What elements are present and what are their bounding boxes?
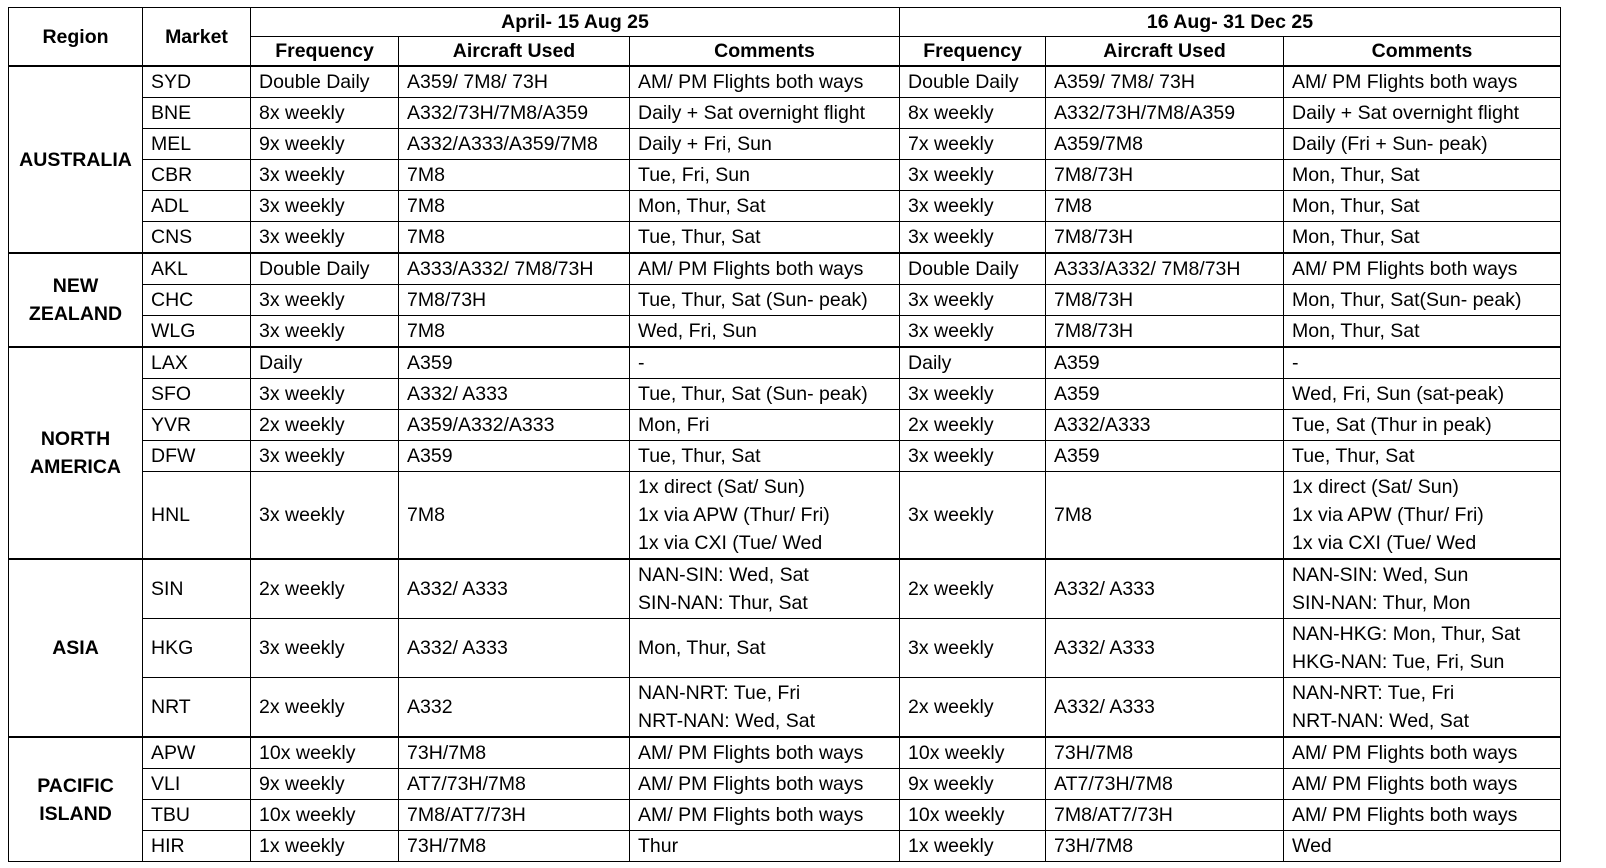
- aircraft-2-cell: 7M8/73H: [1046, 285, 1284, 316]
- frequency-2-cell: 3x weekly: [900, 619, 1046, 678]
- market-cell: WLG: [143, 316, 251, 348]
- region-label: AUSTRALIA: [19, 148, 132, 171]
- frequency-2-cell: Double Daily: [900, 253, 1046, 285]
- aircraft-1-cell: A359: [399, 347, 630, 379]
- table-row: [9, 347, 1561, 379]
- region-label: ZEALAND: [28, 303, 123, 325]
- market-cell: ADL: [143, 191, 251, 222]
- comments-2-cell: [1284, 410, 1561, 441]
- comment-line: Mon, Fri: [638, 414, 710, 436]
- comments-2-cell: [1284, 160, 1561, 191]
- aircraft-2-cell: A332/ A333: [1046, 678, 1284, 738]
- aircraft-1-cell: A332/ A333: [399, 619, 630, 678]
- frequency-2-cell: 3x weekly: [900, 379, 1046, 410]
- market-cell: MEL: [143, 129, 251, 160]
- comment-line: AM/ PM Flights both ways: [1292, 71, 1518, 93]
- market-cell: LAX: [143, 347, 251, 379]
- table-row: [9, 129, 1561, 160]
- aircraft-2-cell: 7M8/AT7/73H: [1046, 800, 1284, 831]
- market-header: Market: [143, 8, 251, 67]
- frequency-2-cell: 8x weekly: [900, 98, 1046, 129]
- comments-2-cell: [1284, 379, 1561, 410]
- aircraft-2-cell: A359: [1046, 379, 1284, 410]
- comments-2-cell: [1284, 347, 1561, 379]
- frequency-1-cell: 10x weekly: [251, 800, 399, 831]
- table-row: [9, 160, 1561, 191]
- aircraft-2-cell: A332/ A333: [1046, 559, 1284, 619]
- aircraft-2-cell: 7M8/73H: [1046, 160, 1284, 191]
- comments-2-cell: [1284, 800, 1561, 831]
- aircraft-1-cell: A332/73H/7M8/A359: [399, 98, 630, 129]
- table-row: [9, 800, 1561, 831]
- market-cell: AKL: [143, 253, 251, 285]
- market-cell: VLI: [143, 769, 251, 800]
- market-cell: BNE: [143, 98, 251, 129]
- comments-1-cell: [630, 619, 900, 678]
- comments-2-cell: [1284, 472, 1561, 560]
- aircraft-1-cell: 7M8: [399, 222, 630, 254]
- aircraft-2-cell: A359/ 7M8/ 73H: [1046, 66, 1284, 98]
- aircraft-1-cell: A359/A332/A333: [399, 410, 630, 441]
- aircraft-2-cell: 7M8: [1046, 191, 1284, 222]
- frequency-1-cell: 3x weekly: [251, 222, 399, 254]
- frequency-2-cell: 3x weekly: [900, 222, 1046, 254]
- frequency-2-cell: 3x weekly: [900, 285, 1046, 316]
- table-row: [9, 66, 1561, 98]
- table-row: [9, 316, 1561, 348]
- comment-line: NAN-SIN: Wed, Sat: [638, 564, 809, 586]
- table-row: [9, 441, 1561, 472]
- comments-1-cell: [630, 160, 900, 191]
- region-cell: [9, 66, 143, 253]
- aircraft-1-cell: A359: [399, 441, 630, 472]
- comment-line: NRT-NAN: Wed, Sat: [1292, 710, 1470, 732]
- frequency-1-cell: 9x weekly: [251, 129, 399, 160]
- frequency-2-cell: Double Daily: [900, 66, 1046, 98]
- comment-line: SIN-NAN: Thur, Mon: [1292, 592, 1471, 614]
- aircraft-2-cell: A333/A332/ 7M8/73H: [1046, 253, 1284, 285]
- comment-line: Mon, Thur, Sat: [1292, 164, 1420, 186]
- aircraft-2-cell: 7M8/73H: [1046, 316, 1284, 348]
- aircraft-1-cell: 73H/7M8: [399, 831, 630, 862]
- comments-2-cell: [1284, 831, 1561, 862]
- comment-line: 1x via APW (Thur/ Fri): [638, 504, 830, 526]
- table-row: [9, 559, 1561, 619]
- market-cell: NRT: [143, 678, 251, 738]
- frequency-2-cell: 10x weekly: [900, 737, 1046, 769]
- table-row: [9, 191, 1561, 222]
- market-cell: DFW: [143, 441, 251, 472]
- table-row: [9, 222, 1561, 254]
- comment-line: SIN-NAN: Thur, Sat: [638, 592, 808, 614]
- aircraft-header-2: Aircraft Used: [1046, 37, 1284, 67]
- comment-line: Daily + Sat overnight flight: [1292, 102, 1520, 124]
- market-cell: YVR: [143, 410, 251, 441]
- aircraft-1-cell: A332: [399, 678, 630, 738]
- comment-line: 1x direct (Sat/ Sun): [1292, 476, 1459, 498]
- comments-1-cell: [630, 98, 900, 129]
- frequency-2-cell: 1x weekly: [900, 831, 1046, 862]
- aircraft-1-cell: A359/ 7M8/ 73H: [399, 66, 630, 98]
- region-label: NEW: [52, 275, 99, 297]
- period-2-header: 16 Aug- 31 Dec 25: [900, 8, 1561, 37]
- frequency-1-cell: 3x weekly: [251, 160, 399, 191]
- comments-1-cell: [630, 347, 900, 379]
- comments-header-2: Comments: [1284, 37, 1561, 67]
- table-row: [9, 98, 1561, 129]
- comments-2-cell: [1284, 619, 1561, 678]
- comment-line: Daily (Fri + Sun- peak): [1292, 133, 1488, 155]
- table-row: [9, 831, 1561, 862]
- comments-2-cell: [1284, 769, 1561, 800]
- frequency-header-2: Frequency: [900, 37, 1046, 67]
- aircraft-1-cell: A332/A333/A359/7M8: [399, 129, 630, 160]
- comment-line: AM/ PM Flights both ways: [1292, 742, 1518, 764]
- comments-1-cell: [630, 559, 900, 619]
- aircraft-2-cell: 7M8: [1046, 472, 1284, 560]
- region-cell: [9, 347, 143, 559]
- aircraft-1-cell: 7M8: [399, 316, 630, 348]
- comments-2-cell: [1284, 441, 1561, 472]
- schedule-table: [8, 7, 1561, 862]
- frequency-1-cell: 9x weekly: [251, 769, 399, 800]
- comment-line: 1x via CXI (Tue/ Wed: [1292, 532, 1477, 554]
- comments-2-cell: [1284, 66, 1561, 98]
- comment-line: Tue, Fri, Sun: [638, 164, 750, 186]
- comment-line: Mon, Thur, Sat: [638, 195, 766, 217]
- comment-line: AM/ PM Flights both ways: [638, 773, 864, 795]
- region-header: Region: [9, 8, 143, 67]
- region-cell: [9, 253, 143, 347]
- frequency-1-cell: Daily: [251, 347, 399, 379]
- comments-2-cell: [1284, 559, 1561, 619]
- frequency-2-cell: 7x weekly: [900, 129, 1046, 160]
- table-row: [9, 379, 1561, 410]
- region-label: NORTH: [40, 428, 111, 450]
- comment-line: Tue, Thur, Sat: [638, 226, 761, 248]
- frequency-1-cell: Double Daily: [251, 253, 399, 285]
- comment-line: Tue, Thur, Sat (Sun- peak): [638, 383, 868, 405]
- table-row: [9, 769, 1561, 800]
- table-body: [9, 66, 1561, 862]
- frequency-2-cell: 2x weekly: [900, 559, 1046, 619]
- market-cell: SYD: [143, 66, 251, 98]
- comments-1-cell: [630, 441, 900, 472]
- comment-line: AM/ PM Flights both ways: [638, 71, 864, 93]
- region-label: PACIFIC: [37, 774, 114, 797]
- frequency-1-cell: 3x weekly: [251, 619, 399, 678]
- comment-line: 1x direct (Sat/ Sun): [638, 476, 805, 498]
- frequency-1-cell: 3x weekly: [251, 441, 399, 472]
- comments-2-cell: [1284, 98, 1561, 129]
- frequency-1-cell: 3x weekly: [251, 316, 399, 348]
- comments-1-cell: [630, 285, 900, 316]
- frequency-1-cell: 1x weekly: [251, 831, 399, 862]
- comment-line: Daily + Sat overnight flight: [638, 102, 866, 124]
- frequency-1-cell: 10x weekly: [251, 737, 399, 769]
- aircraft-1-cell: A333/A332/ 7M8/73H: [399, 253, 630, 285]
- comment-line: Tue, Sat (Thur in peak): [1292, 414, 1492, 436]
- table-row: [9, 285, 1561, 316]
- comment-line: 1x via CXI (Tue/ Wed: [638, 532, 823, 554]
- table-header: [9, 8, 1561, 67]
- comments-2-cell: [1284, 222, 1561, 254]
- comments-1-cell: [630, 253, 900, 285]
- frequency-1-cell: 3x weekly: [251, 379, 399, 410]
- comment-line: AM/ PM Flights both ways: [1292, 804, 1518, 826]
- frequency-2-cell: Daily: [900, 347, 1046, 379]
- market-cell: APW: [143, 737, 251, 769]
- comment-line: Daily + Fri, Sun: [638, 133, 772, 155]
- aircraft-2-cell: A332/73H/7M8/A359: [1046, 98, 1284, 129]
- comments-1-cell: [630, 800, 900, 831]
- region-label: AMERICA: [30, 456, 121, 478]
- aircraft-2-cell: A332/ A333: [1046, 619, 1284, 678]
- comments-2-cell: [1284, 316, 1561, 348]
- aircraft-1-cell: 7M8: [399, 160, 630, 191]
- aircraft-1-cell: AT7/73H/7M8: [399, 769, 630, 800]
- region-label: ASIA: [52, 637, 99, 659]
- comments-1-cell: [630, 191, 900, 222]
- table-row: [9, 253, 1561, 285]
- aircraft-2-cell: A332/A333: [1046, 410, 1284, 441]
- frequency-2-cell: 10x weekly: [900, 800, 1046, 831]
- comments-2-cell: [1284, 737, 1561, 769]
- frequency-2-cell: 3x weekly: [900, 316, 1046, 348]
- comment-line: Tue, Thur, Sat: [638, 445, 761, 467]
- aircraft-1-cell: A332/ A333: [399, 559, 630, 619]
- frequency-1-cell: 3x weekly: [251, 191, 399, 222]
- comments-1-cell: [630, 678, 900, 738]
- table-row: [9, 619, 1561, 678]
- market-cell: SIN: [143, 559, 251, 619]
- comments-1-cell: [630, 316, 900, 348]
- frequency-2-cell: 3x weekly: [900, 191, 1046, 222]
- aircraft-2-cell: AT7/73H/7M8: [1046, 769, 1284, 800]
- market-cell: HIR: [143, 831, 251, 862]
- period-1-header: April- 15 Aug 25: [251, 8, 900, 37]
- market-cell: CBR: [143, 160, 251, 191]
- comments-1-cell: [630, 769, 900, 800]
- comments-1-cell: [630, 66, 900, 98]
- comments-2-cell: [1284, 253, 1561, 285]
- frequency-1-cell: 2x weekly: [251, 559, 399, 619]
- aircraft-1-cell: 7M8: [399, 191, 630, 222]
- region-cell: [9, 737, 143, 862]
- comment-line: Wed: [1292, 835, 1332, 857]
- aircraft-2-cell: 73H/7M8: [1046, 737, 1284, 769]
- comment-line: NRT-NAN: Wed, Sat: [638, 710, 815, 732]
- comments-1-cell: [630, 831, 900, 862]
- frequency-1-cell: 2x weekly: [251, 410, 399, 441]
- comments-2-cell: [1284, 129, 1561, 160]
- comment-line: AM/ PM Flights both ways: [638, 742, 864, 764]
- comment-line: Mon, Thur, Sat(Sun- peak): [1292, 289, 1522, 311]
- comment-line: Mon, Thur, Sat: [1292, 320, 1420, 342]
- comments-1-cell: [630, 222, 900, 254]
- comments-1-cell: [630, 472, 900, 560]
- aircraft-1-cell: 7M8/73H: [399, 285, 630, 316]
- frequency-1-cell: 8x weekly: [251, 98, 399, 129]
- frequency-2-cell: 2x weekly: [900, 678, 1046, 738]
- table-row: [9, 410, 1561, 441]
- comments-2-cell: [1284, 191, 1561, 222]
- comment-line: Mon, Thur, Sat: [1292, 226, 1420, 248]
- frequency-2-cell: 3x weekly: [900, 472, 1046, 560]
- comment-line: 1x via APW (Thur/ Fri): [1292, 504, 1484, 526]
- comment-line: Thur: [638, 835, 679, 857]
- aircraft-1-cell: 7M8/AT7/73H: [399, 800, 630, 831]
- market-cell: HNL: [143, 472, 251, 560]
- aircraft-1-cell: A332/ A333: [399, 379, 630, 410]
- table-row: [9, 678, 1561, 738]
- aircraft-2-cell: A359: [1046, 441, 1284, 472]
- frequency-1-cell: Double Daily: [251, 66, 399, 98]
- comment-line: NAN-HKG: Mon, Thur, Sat: [1292, 623, 1521, 645]
- comments-1-cell: [630, 737, 900, 769]
- region-cell: [9, 559, 143, 737]
- comment-line: -: [1292, 352, 1299, 374]
- comment-line: NAN-NRT: Tue, Fri: [1292, 682, 1455, 704]
- frequency-1-cell: 3x weekly: [251, 285, 399, 316]
- aircraft-2-cell: 73H/7M8: [1046, 831, 1284, 862]
- market-cell: TBU: [143, 800, 251, 831]
- market-cell: SFO: [143, 379, 251, 410]
- aircraft-1-cell: 73H/7M8: [399, 737, 630, 769]
- table-row: [9, 737, 1561, 769]
- comment-line: Tue, Thur, Sat: [1292, 445, 1415, 467]
- comment-line: -: [638, 352, 645, 374]
- frequency-2-cell: 9x weekly: [900, 769, 1046, 800]
- frequency-2-cell: 3x weekly: [900, 441, 1046, 472]
- table-row: [9, 472, 1561, 560]
- frequency-1-cell: 3x weekly: [251, 472, 399, 560]
- market-cell: CHC: [143, 285, 251, 316]
- frequency-1-cell: 2x weekly: [251, 678, 399, 738]
- aircraft-header-1: Aircraft Used: [399, 37, 630, 67]
- comments-header-1: Comments: [630, 37, 900, 67]
- region-label: ISLAND: [39, 802, 112, 825]
- comment-line: AM/ PM Flights both ways: [1292, 258, 1518, 280]
- aircraft-2-cell: A359: [1046, 347, 1284, 379]
- comment-line: Wed, Fri, Sun (sat-peak): [1292, 383, 1505, 405]
- comments-2-cell: [1284, 285, 1561, 316]
- comments-1-cell: [630, 410, 900, 441]
- market-cell: HKG: [143, 619, 251, 678]
- comment-line: NAN-NRT: Tue, Fri: [638, 682, 801, 704]
- comment-line: Tue, Thur, Sat (Sun- peak): [638, 289, 868, 311]
- comment-line: NAN-SIN: Wed, Sun: [1292, 564, 1469, 586]
- comment-line: AM/ PM Flights both ways: [1292, 773, 1518, 795]
- frequency-2-cell: 2x weekly: [900, 410, 1046, 441]
- comments-1-cell: [630, 379, 900, 410]
- comment-line: HKG-NAN: Tue, Fri, Sun: [1292, 651, 1505, 673]
- aircraft-2-cell: A359/7M8: [1046, 129, 1284, 160]
- comments-2-cell: [1284, 678, 1561, 738]
- comment-line: AM/ PM Flights both ways: [638, 258, 864, 280]
- aircraft-2-cell: 7M8/73H: [1046, 222, 1284, 254]
- frequency-2-cell: 3x weekly: [900, 160, 1046, 191]
- market-cell: CNS: [143, 222, 251, 254]
- comment-line: Wed, Fri, Sun: [638, 320, 757, 342]
- aircraft-1-cell: 7M8: [399, 472, 630, 560]
- comment-line: Mon, Thur, Sat: [638, 637, 766, 659]
- comment-line: AM/ PM Flights both ways: [638, 804, 864, 826]
- frequency-header-1: Frequency: [251, 37, 399, 67]
- header-row-1: [9, 8, 1561, 37]
- comments-1-cell: [630, 129, 900, 160]
- comment-line: Mon, Thur, Sat: [1292, 195, 1420, 217]
